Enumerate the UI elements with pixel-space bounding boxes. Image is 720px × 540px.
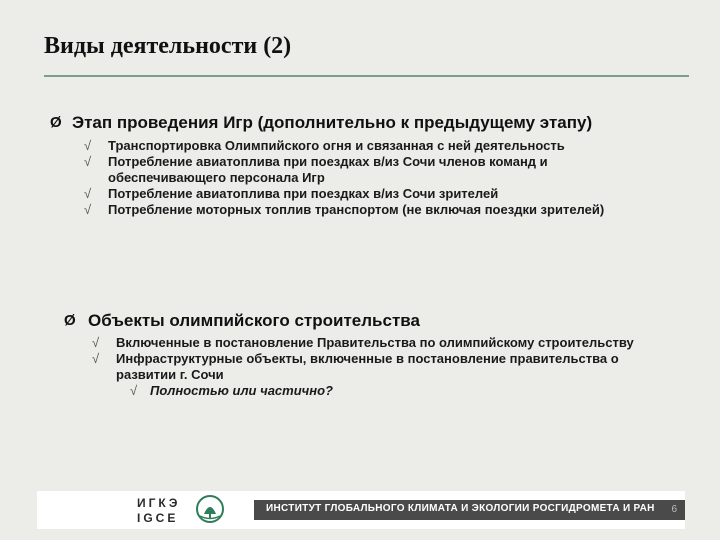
logo-line-ru: ИГКЭ [137, 496, 181, 510]
check-bullet-icon: √ [84, 138, 92, 153]
check-bullet-icon: √ [84, 186, 92, 201]
list-item [92, 351, 646, 383]
list-item [84, 186, 648, 202]
igce-logo [137, 494, 237, 526]
check-bullet-icon: √ [92, 351, 100, 366]
check-bullet-icon: √ [84, 202, 92, 217]
slide-title: Виды деятельности (2) [44, 33, 292, 59]
list-subitem [130, 383, 550, 399]
list-subitem-text: Полностью или частично? [150, 383, 333, 398]
list-item-text: Потребление авиатоплива при поездках в/из Сочи членов команд и обеспечивающего персонала Игр [108, 154, 548, 185]
arrow-bullet-icon: Ø [50, 114, 62, 131]
list-item-text: Включенные в постановление Правительства по олимпийскому строительству [116, 335, 634, 350]
list-item-text: Потребление моторных топлив транспортом (не включая поездки зрителей) [108, 202, 605, 217]
list-item [84, 138, 648, 154]
arrow-bullet-icon: Ø [64, 312, 76, 329]
list-item [92, 335, 646, 351]
block-games-stage [50, 113, 690, 218]
globe-tree-icon [195, 494, 225, 524]
logo-line-en: IGCE [137, 511, 179, 525]
page-number: 6 [671, 504, 677, 515]
institute-band [254, 500, 685, 520]
check-bullet-icon: √ [130, 383, 138, 398]
check-bullet-icon: √ [84, 154, 92, 169]
list-item [84, 202, 648, 218]
block-heading: Объекты олимпийского строительства [88, 311, 420, 330]
list-item [84, 154, 648, 186]
block-heading: Этап проведения Игр (дополнительно к предыдущему этапу) [72, 113, 593, 132]
title-divider [44, 75, 689, 77]
institute-name: ИНСТИТУТ ГЛОБАЛЬНОГО КЛИМАТА И ЭКОЛОГИИ РОСГИДРОМЕТА И РАН [266, 503, 655, 514]
list-item-text: Инфраструктурные объекты, включенные в постановление правительства о развитии г. Сочи [116, 351, 619, 382]
logo-wordmark [137, 496, 180, 526]
check-bullet-icon: √ [92, 335, 100, 350]
sub-list [50, 138, 690, 218]
footer [37, 491, 685, 529]
block-olympic-construction [64, 311, 684, 399]
list-item-text: Транспортировка Олимпийского огня и связанная с ней деятельность [108, 138, 565, 153]
sub-list [64, 335, 684, 399]
list-item-text: Потребление авиатоплива при поездках в/из Сочи зрителей [108, 186, 499, 201]
